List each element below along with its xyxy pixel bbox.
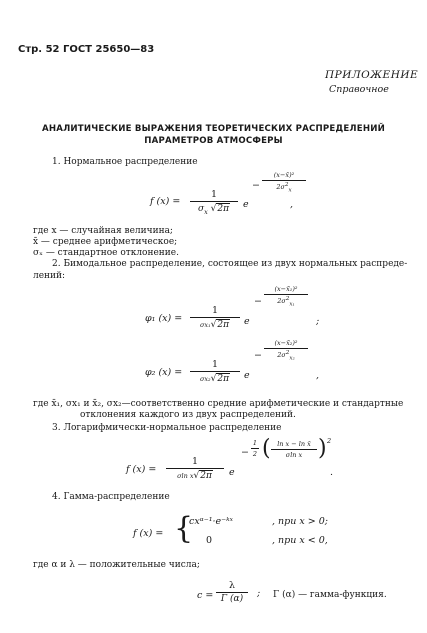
phi1-fraction: 1 σx₁√2π xyxy=(190,305,240,330)
appendix-title: ПРИЛОЖЕНИЕ xyxy=(325,69,419,81)
exponent-minus: − xyxy=(252,180,260,191)
exponent-denominator: $2\sigma^2_x$ xyxy=(276,182,292,194)
c-fraction: λ Γ (α) xyxy=(216,580,248,604)
formula-fraction xyxy=(190,189,238,216)
doc-title-line1: АНАЛИТИЧЕСКИЕ ВЫРАЖЕНИЯ ТЕОРЕТИЧЕСКИХ РАСПРЕДЕЛЕНИЙ xyxy=(41,124,385,134)
doc-title-line2: ПАРАМЕТРОВ АТМОСФЕРЫ xyxy=(144,136,283,146)
phi2-fraction: 1 σx₂√2π xyxy=(190,359,240,384)
phi1-exponent: (x−x̃₁)² $2\sigma^2_{x_1}$ xyxy=(264,285,308,307)
where-line-1: где x — случайная величина; xyxy=(33,226,173,236)
phi1-exp-minus: − xyxy=(254,296,262,307)
section4-where: где α и λ — положительные числа; xyxy=(33,560,200,570)
gamma-function-note: Γ (α) — гамма-функция. xyxy=(273,590,387,600)
section2-heading-line2: лений: xyxy=(33,271,66,281)
lognormal-tail: . xyxy=(330,467,334,478)
phi1-tail: ; xyxy=(316,316,320,327)
formula-lhs: f (x) = xyxy=(150,196,181,207)
lognormal-paren-right: ) xyxy=(318,436,327,461)
exponent-bar xyxy=(262,180,306,181)
gamma-case2: 0 xyxy=(206,535,213,546)
lognormal-lhs: f (x) = xyxy=(126,464,157,475)
phi1-lhs: φ₁ (x) = xyxy=(145,313,183,324)
section3-heading: 3. Логарифмически-нормальное распределение xyxy=(52,423,282,433)
where-line-3: σₓ — стандартное отклонение. xyxy=(33,248,179,258)
lognormal-half: 1 2 xyxy=(252,439,258,458)
lognormal-paren-left: ( xyxy=(262,436,271,461)
fraction-numerator: 1 xyxy=(210,189,218,200)
where-line-2: x̄ — среднее арифметическое; xyxy=(33,237,178,247)
phi2-tail: , xyxy=(316,370,320,381)
phi2-e: e xyxy=(244,370,250,381)
c-separator: ; xyxy=(257,588,261,599)
phi2-exponent: (x−x̃₂)² $2\sigma^2_{x_2}$ xyxy=(264,339,308,361)
gamma-case1: cxᵅ⁻¹·e⁻ᵏˣ xyxy=(189,516,234,527)
section2-heading-line1: 2. Бимодальное распределение, состоящее из двух нормальных распреде- xyxy=(52,259,408,269)
exponent-fraction xyxy=(262,171,306,193)
appendix-subtitle: Справочное xyxy=(329,84,389,95)
phi2-lhs: φ₂ (x) = xyxy=(145,367,183,378)
lognormal-square: 2 xyxy=(327,437,332,445)
formula-tail: , xyxy=(290,199,294,210)
gamma-lhs: f (x) = xyxy=(133,528,164,539)
gamma-brace: { xyxy=(174,511,194,546)
section2-where-line2: отклонения каждого из двух распределений. xyxy=(80,410,296,420)
lognormal-e: e xyxy=(229,467,235,478)
page-header: Стр. 52 ГОСТ 25650—83 xyxy=(18,44,155,55)
section1-heading: 1. Нормальное распределение xyxy=(52,157,198,167)
section4-heading: 4. Гамма-распределение xyxy=(52,492,170,502)
c-lhs: c = xyxy=(197,590,214,601)
lognormal-exp-minus: − xyxy=(241,447,249,458)
phi1-e: e xyxy=(244,316,250,327)
lognormal-fraction: 1 σln x√2π xyxy=(166,456,224,481)
phi2-exp-minus: − xyxy=(254,350,262,361)
section2-where-line1: где x̄₁, σx₁ и x̄₂, σx₂—соответственно средние арифметические и стандартные xyxy=(33,399,404,409)
formula-e: e xyxy=(243,199,249,210)
fraction-denominator: $\sigma_x$ √2π xyxy=(197,204,230,216)
exponent-numerator: (x−x̄)² xyxy=(273,171,295,179)
fraction-bar xyxy=(190,201,238,202)
gamma-case1-cond: , при x > 0; xyxy=(272,516,328,527)
gamma-case2-cond: , при x < 0, xyxy=(272,535,328,546)
lognormal-inner: ln x − ln x̄ σln x xyxy=(271,440,317,459)
